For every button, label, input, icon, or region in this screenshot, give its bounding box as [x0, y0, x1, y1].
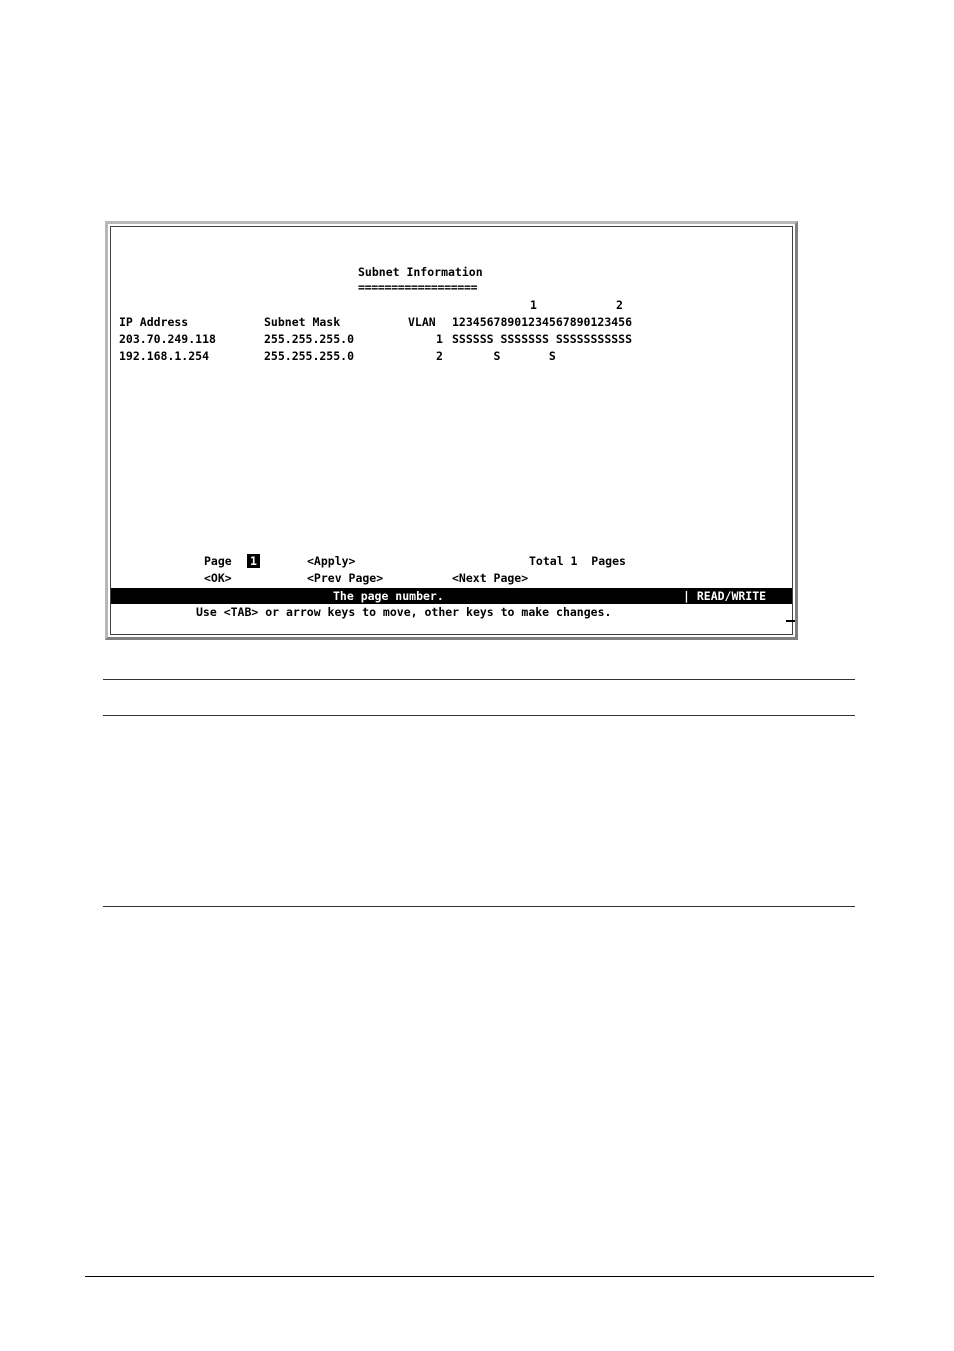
help-line: Use <TAB> or arrow keys to move, other keys to make changes.	[196, 605, 612, 619]
row-port-membership: S S	[452, 349, 556, 363]
row-ip-address: 192.168.1.254	[119, 349, 210, 363]
screen-title-underline: ==================	[358, 280, 478, 294]
port-tens-1: 1	[530, 298, 537, 312]
row-subnet-mask: 255.255.255.0	[264, 332, 355, 346]
column-header-vlan: VLAN	[408, 315, 436, 329]
ok-button[interactable]: <OK>	[204, 571, 232, 585]
screen-title: Subnet Information	[358, 265, 483, 279]
status-bar	[111, 588, 792, 604]
row-subnet-mask: 255.255.255.0	[264, 349, 355, 363]
row-vlan: 1	[436, 332, 443, 346]
table-rule-top	[103, 679, 855, 680]
next-page-button[interactable]: <Next Page>	[452, 571, 529, 585]
table-rule-header	[103, 715, 855, 716]
footer-rule	[85, 1276, 874, 1277]
terminal-window	[105, 221, 798, 640]
terminal-screen	[110, 226, 793, 635]
status-message: The page number.	[333, 589, 444, 603]
text-cursor	[786, 620, 795, 622]
column-header-ip-address: IP Address	[119, 315, 189, 329]
prev-page-button[interactable]: <Prev Page>	[307, 571, 384, 585]
row-ip-address: 203.70.249.118	[119, 332, 216, 346]
page-label: Page	[204, 554, 232, 568]
row-port-membership: SSSSSS SSSSSSS SSSSSSSSSSS	[452, 332, 633, 346]
total-pages: Total 1 Pages	[529, 554, 626, 568]
status-mode: | READ/WRITE	[683, 589, 767, 603]
table-rule-bottom	[103, 906, 855, 907]
row-vlan: 2	[436, 349, 443, 363]
apply-button[interactable]: <Apply>	[307, 554, 356, 568]
column-header-ports: 12345678901234567890123456	[452, 315, 633, 329]
page-number-field[interactable]: 1	[247, 554, 260, 568]
column-header-subnet-mask: Subnet Mask	[264, 315, 341, 329]
port-tens-2: 2	[616, 298, 623, 312]
